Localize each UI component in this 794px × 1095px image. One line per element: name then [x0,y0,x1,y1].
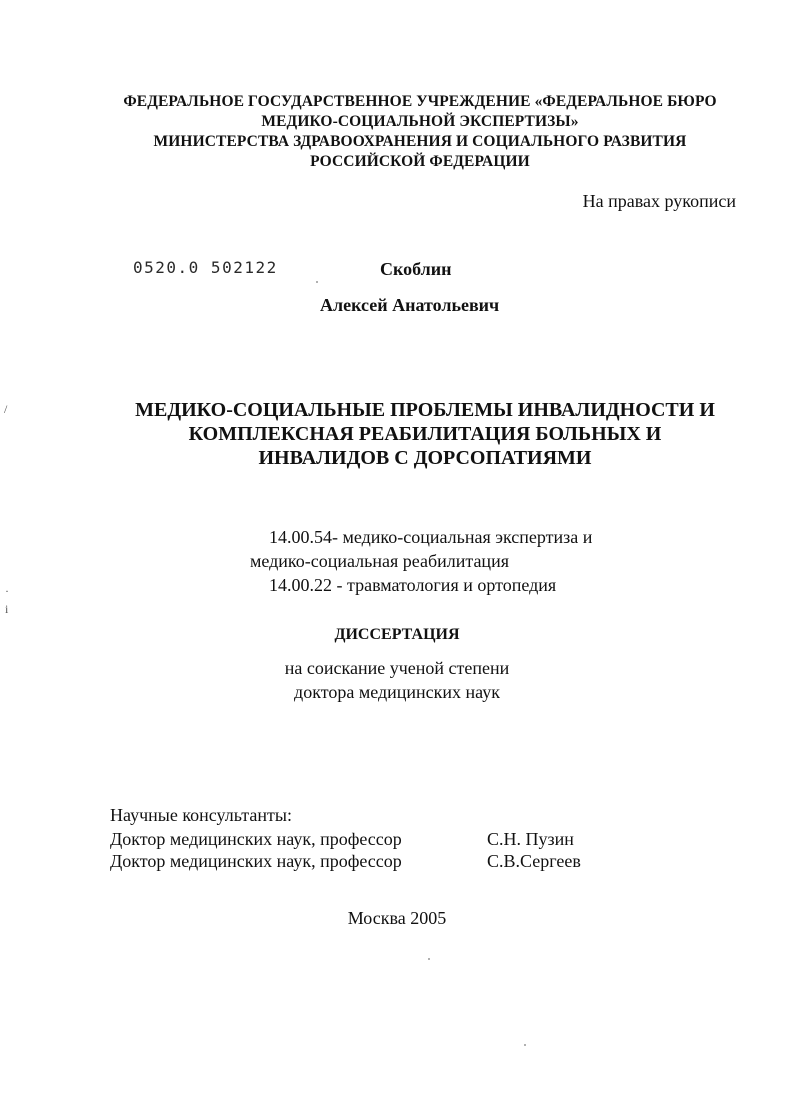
scan-speck [316,281,318,283]
degree-purpose-line-1: на соискание ученой степени [284,658,510,678]
institution-line-4: РОССИЙСКОЙ ФЕДЕРАЦИИ [310,153,530,170]
degree-purpose [0,656,794,704]
specialty-line-2: медико-социальная реабилитация [250,551,509,571]
institution-line-3: МИНИСТЕРСТВА ЗДРАВООХРАНЕНИЯ И СОЦИАЛЬНОГО РАЗВИТИЯ [153,133,687,150]
institution-line-2: МЕДИКО-СОЦИАЛЬНОЙ ЭКСПЕРТИЗЫ» [261,113,579,130]
specialty-line-1: 14.00.54- медико-социальная экспертиза и [269,527,593,547]
title-line-1: МЕДИКО-СОЦИАЛЬНЫЕ ПРОБЛЕМЫ ИНВАЛИДНОСТИ И [135,399,715,421]
institution-header [90,92,750,172]
specialty-line-3: 14.00.22 - травматология и ортопедия [269,575,557,595]
consultant-2-name: С.В.Сергеев [487,851,581,871]
scan-speck [428,958,430,960]
scan-speck [524,1044,526,1046]
scan-margin-mark: / [4,402,8,416]
author-surname: Скоблин [380,259,452,279]
institution-line-1: ФЕДЕРАЛЬНОЕ ГОСУДАРСТВЕННОЕ УЧРЕЖДЕНИЕ «ФЕДЕРАЛЬНОЕ БЮРО [123,93,717,110]
library-stamp-number: 0520.0 502122 [133,258,278,277]
dissertation-label: ДИССЕРТАЦИЯ [334,626,460,643]
title-line-2: КОМПЛЕКСНАЯ РЕАБИЛИТАЦИЯ БОЛЬНЫХ И [188,423,662,445]
consultant-1-name: С.Н. Пузин [487,829,574,849]
consultants-heading: Научные консультанты: [110,805,292,825]
consultant-1-title: Доктор медицинских наук, профессор [110,829,402,849]
consultant-2-title: Доктор медицинских наук, профессор [110,851,402,871]
dissertation-title [60,398,790,470]
manuscript-note: На правах рукописи [582,191,736,211]
degree-purpose-line-2: доктора медицинских наук [294,682,500,702]
title-line-3: ИНВАЛИДОВ С ДОРСОПАТИЯМИ [258,447,592,469]
scan-margin-mark: · [5,584,9,598]
place-year: Москва 2005 [347,908,447,928]
scan-margin-mark: i [5,602,9,616]
author-given-names: Алексей Анатольевич [320,295,500,315]
